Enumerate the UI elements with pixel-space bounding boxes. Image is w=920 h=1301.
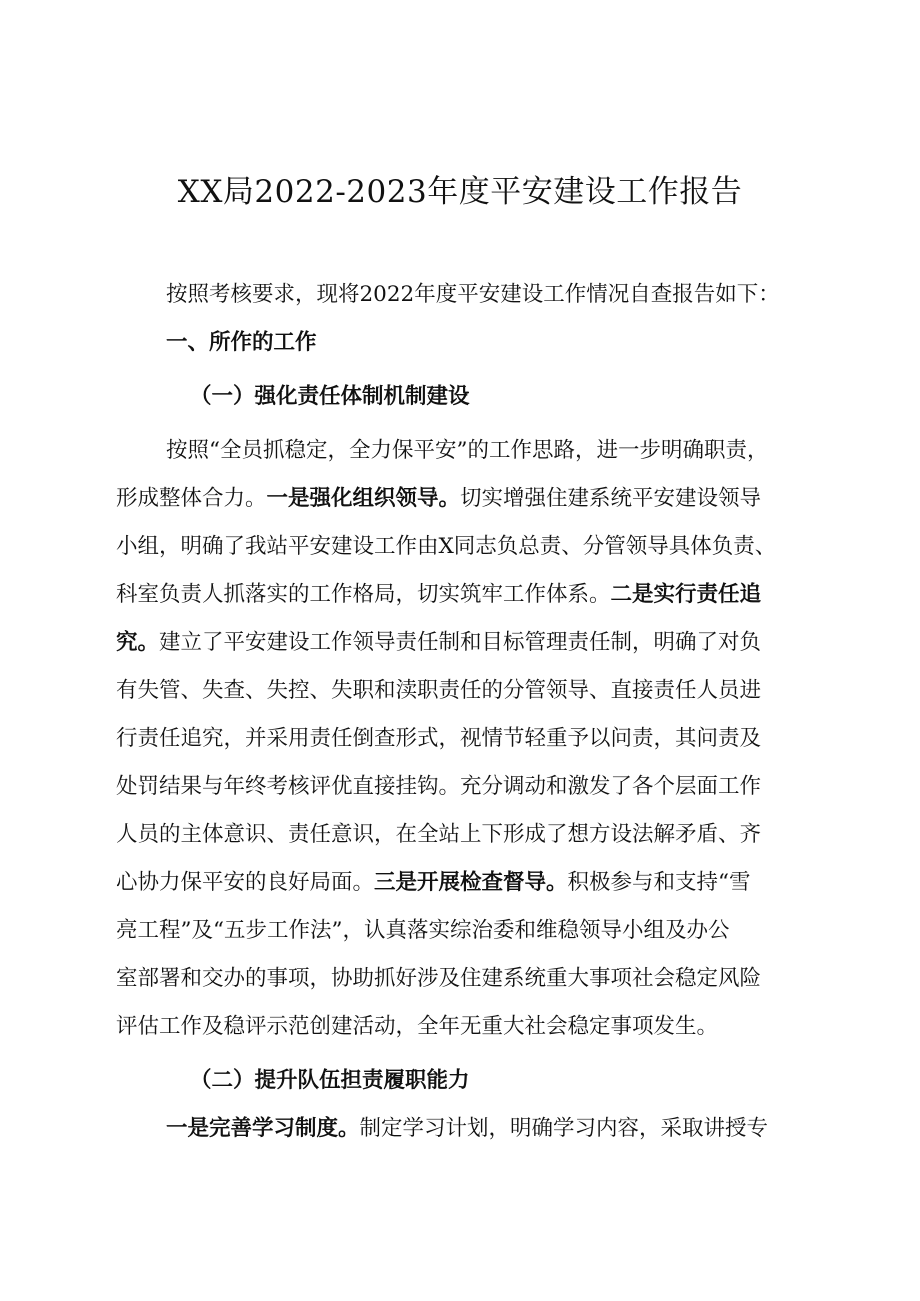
text-run: 科室负责人抓落实的工作格局，切实筑牢工作体系。	[116, 582, 611, 607]
paragraph-line	[116, 484, 761, 514]
paragraph-line	[116, 628, 761, 658]
paragraph-line: 人员的主体意识、责任意识，在全站上下形成了想方设法解矛盾、齐	[116, 822, 762, 847]
paragraph-line: 室部署和交办的事项，协助抓好涉及住建系统重大事项社会稳定风险	[116, 966, 762, 991]
paragraph-line	[116, 580, 761, 610]
paragraph-line: 处罚结果与年终考核评优直接挂钩。充分调动和激发了各个层面工作	[116, 774, 762, 799]
bold-keyword: 究。	[116, 630, 160, 655]
paragraph-line: 小组，明确了我站平安建设工作由X同志负总责、分管领导具体负责、	[116, 534, 777, 559]
text-run: 建立了平安建设工作领导责任制和目标管理责任制，明确了对负	[159, 630, 762, 655]
paragraph-line	[116, 868, 751, 898]
paragraph-line: 按照“全员抓稳定，全力保平安”的工作思路，进一步明确职责，	[166, 438, 769, 463]
bold-keyword: 三是开展检查督导。	[374, 870, 568, 895]
text-run: 心协力保平安的良好局面。	[116, 870, 375, 895]
paragraph-line: 有失管、失查、失控、失职和渎职责任的分管领导、直接责任人员进	[116, 678, 762, 703]
intro-paragraph: 按照考核要求，现将2022年度平安建设工作情况自查报告如下：	[166, 282, 780, 307]
paragraph-line: 评估工作及稳评示范创建活动，全年无重大社会稳定事项发生。	[116, 1014, 719, 1039]
paragraph-line	[166, 1114, 768, 1144]
text-run: 切实增强住建系统平安建设领导	[460, 486, 762, 511]
bold-keyword: 一是强化组织领导。	[266, 486, 461, 511]
section-heading-1: 一、所作的工作	[166, 330, 317, 355]
subsection-heading-1: （一）强化责任体制机制建设	[190, 384, 470, 409]
bold-keyword: 一是完善学习制度。	[166, 1116, 360, 1141]
subsection-heading-2: （二）提升队伍担责履职能力	[190, 1068, 470, 1093]
document-title: XX局2022-2023年度平安建设工作报告	[177, 174, 743, 210]
text-run: 积极参与和支持“雪	[567, 870, 751, 895]
paragraph-line: 亮工程”及“五步工作法”，认真落实综治委和维稳领导小组及办公	[116, 918, 730, 943]
bold-keyword: 二是实行责任追	[610, 582, 762, 607]
text-run: 形成整体合力。	[116, 486, 267, 511]
paragraph-line: 行责任追究，并采用责任倒查形式，视情节轻重予以问责，其问责及	[116, 726, 762, 751]
text-run: 制定学习计划，明确学习内容，采取讲授专	[359, 1116, 769, 1141]
